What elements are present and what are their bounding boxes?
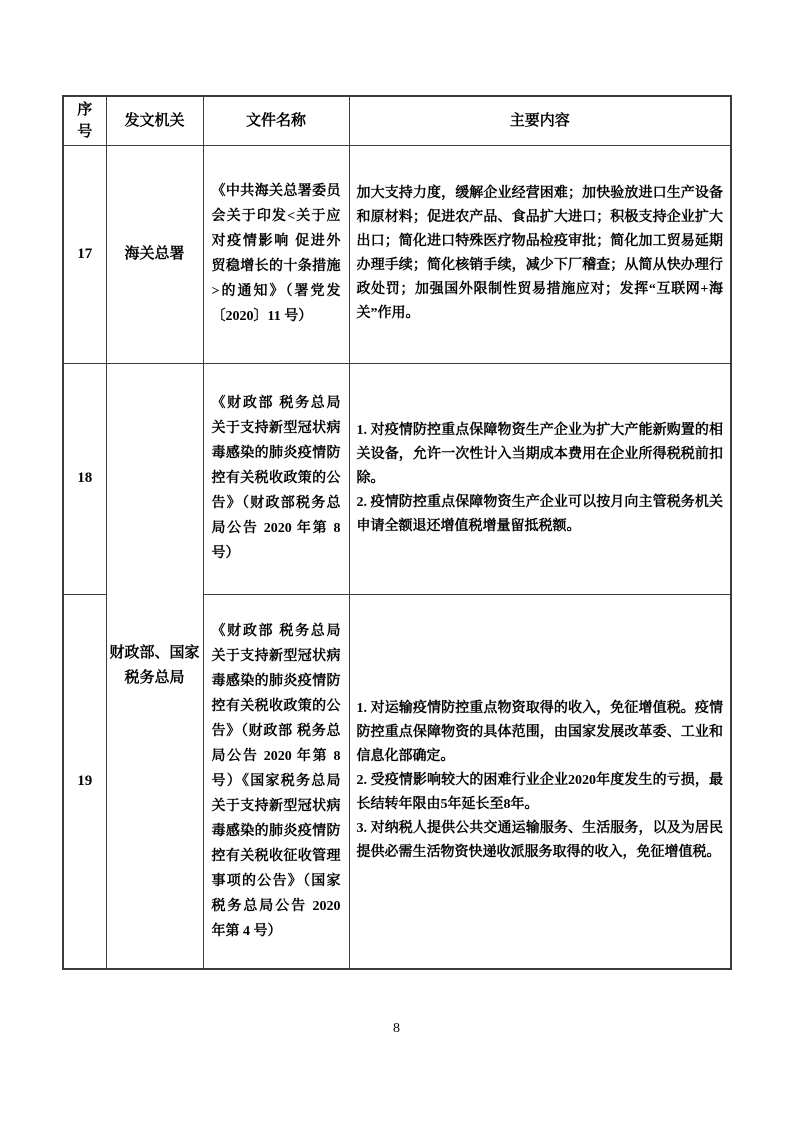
content-cell (349, 363, 731, 594)
agency-cell-merged: 财政部、国家税务总局 (106, 363, 203, 969)
table-row-18 (63, 363, 731, 594)
content-paragraph: 1. 对运输疫情防控重点物资取得的收入，免征增值税。疫情防控重点保障物资的具体范围，由国家发展改革委、工业和信息化部确定。 (356, 701, 723, 765)
content-paragraph: 加大支持力度，缓解企业经营困难；加快验放进口生产设备和原材料；促进农产品、食品扩大进口；积极支持企业扩大出口；简化进口特殊医疗物品检疫审批；简化加工贸易延期办理手续；简化核销手续，减少下厂稽查；从简从快办理行政处罚；加强国外限制性贸易措施应对；发挥“互联网+海关”作用。 (356, 186, 723, 321)
index-cell: 19 (63, 594, 106, 969)
doc-name-cell: 《财政部 税务总局关于支持新型冠状病毒感染的肺炎疫情防控有关税收政策的公告》（财政部 税务总局公告 2020 年第 8 号）《国家税务总局关于支持新型冠状病毒感染的肺炎疫情防控有关税收征收管理事项的公告》（国家税务总局公告 2020 年第 4 号） (203, 594, 349, 969)
table-header-row (63, 96, 731, 145)
header-cell-doc-name: 文件名称 (203, 96, 349, 145)
content-paragraph: 3. 对纳税人提供公共交通运输服务、生活服务，以及为居民提供必需生活物资快递收派服务取得的收入，免征增值税。 (356, 821, 723, 861)
content-paragraph: 2. 受疫情影响较大的困难行业企业2020年度发生的亏损，最长结转年限由5年延长至8年。 (356, 773, 723, 813)
index-cell: 17 (63, 145, 106, 363)
agency-cell: 海关总署 (106, 145, 203, 363)
table-row-17 (63, 145, 731, 363)
policy-table (62, 95, 732, 970)
page-number: 8 (393, 1021, 400, 1036)
header-cell-index (63, 96, 106, 145)
content-cell (349, 145, 731, 363)
content-paragraph: 1. 对疫情防控重点保障物资生产企业为扩大产能新购置的相关设备，允许一次性计入当期成本费用在企业所得税税前扣除。 (356, 422, 723, 486)
content-cell (349, 594, 731, 969)
index-cell: 18 (63, 363, 106, 594)
header-cell-content: 主要内容 (349, 96, 731, 145)
content-paragraph: 2. 疫情防控重点保障物资生产企业可以按月向主管税务机关申请全额退还增值税增量留抵税额。 (356, 494, 723, 534)
header-cell-agency: 发文机关 (106, 96, 203, 145)
doc-name-cell: 《中共海关总署委员会关于印发<关于应对疫情影响 促进外贸稳增长的十条措施>的通知》（署党发〔2020〕11 号） (203, 145, 349, 363)
doc-name-cell: 《财政部 税务总局关于支持新型冠状病毒感染的肺炎疫情防控有关税收政策的公告》（财政部税务总局公告 2020 年第 8 号） (203, 363, 349, 594)
header-index-label: 序号 (77, 101, 93, 140)
